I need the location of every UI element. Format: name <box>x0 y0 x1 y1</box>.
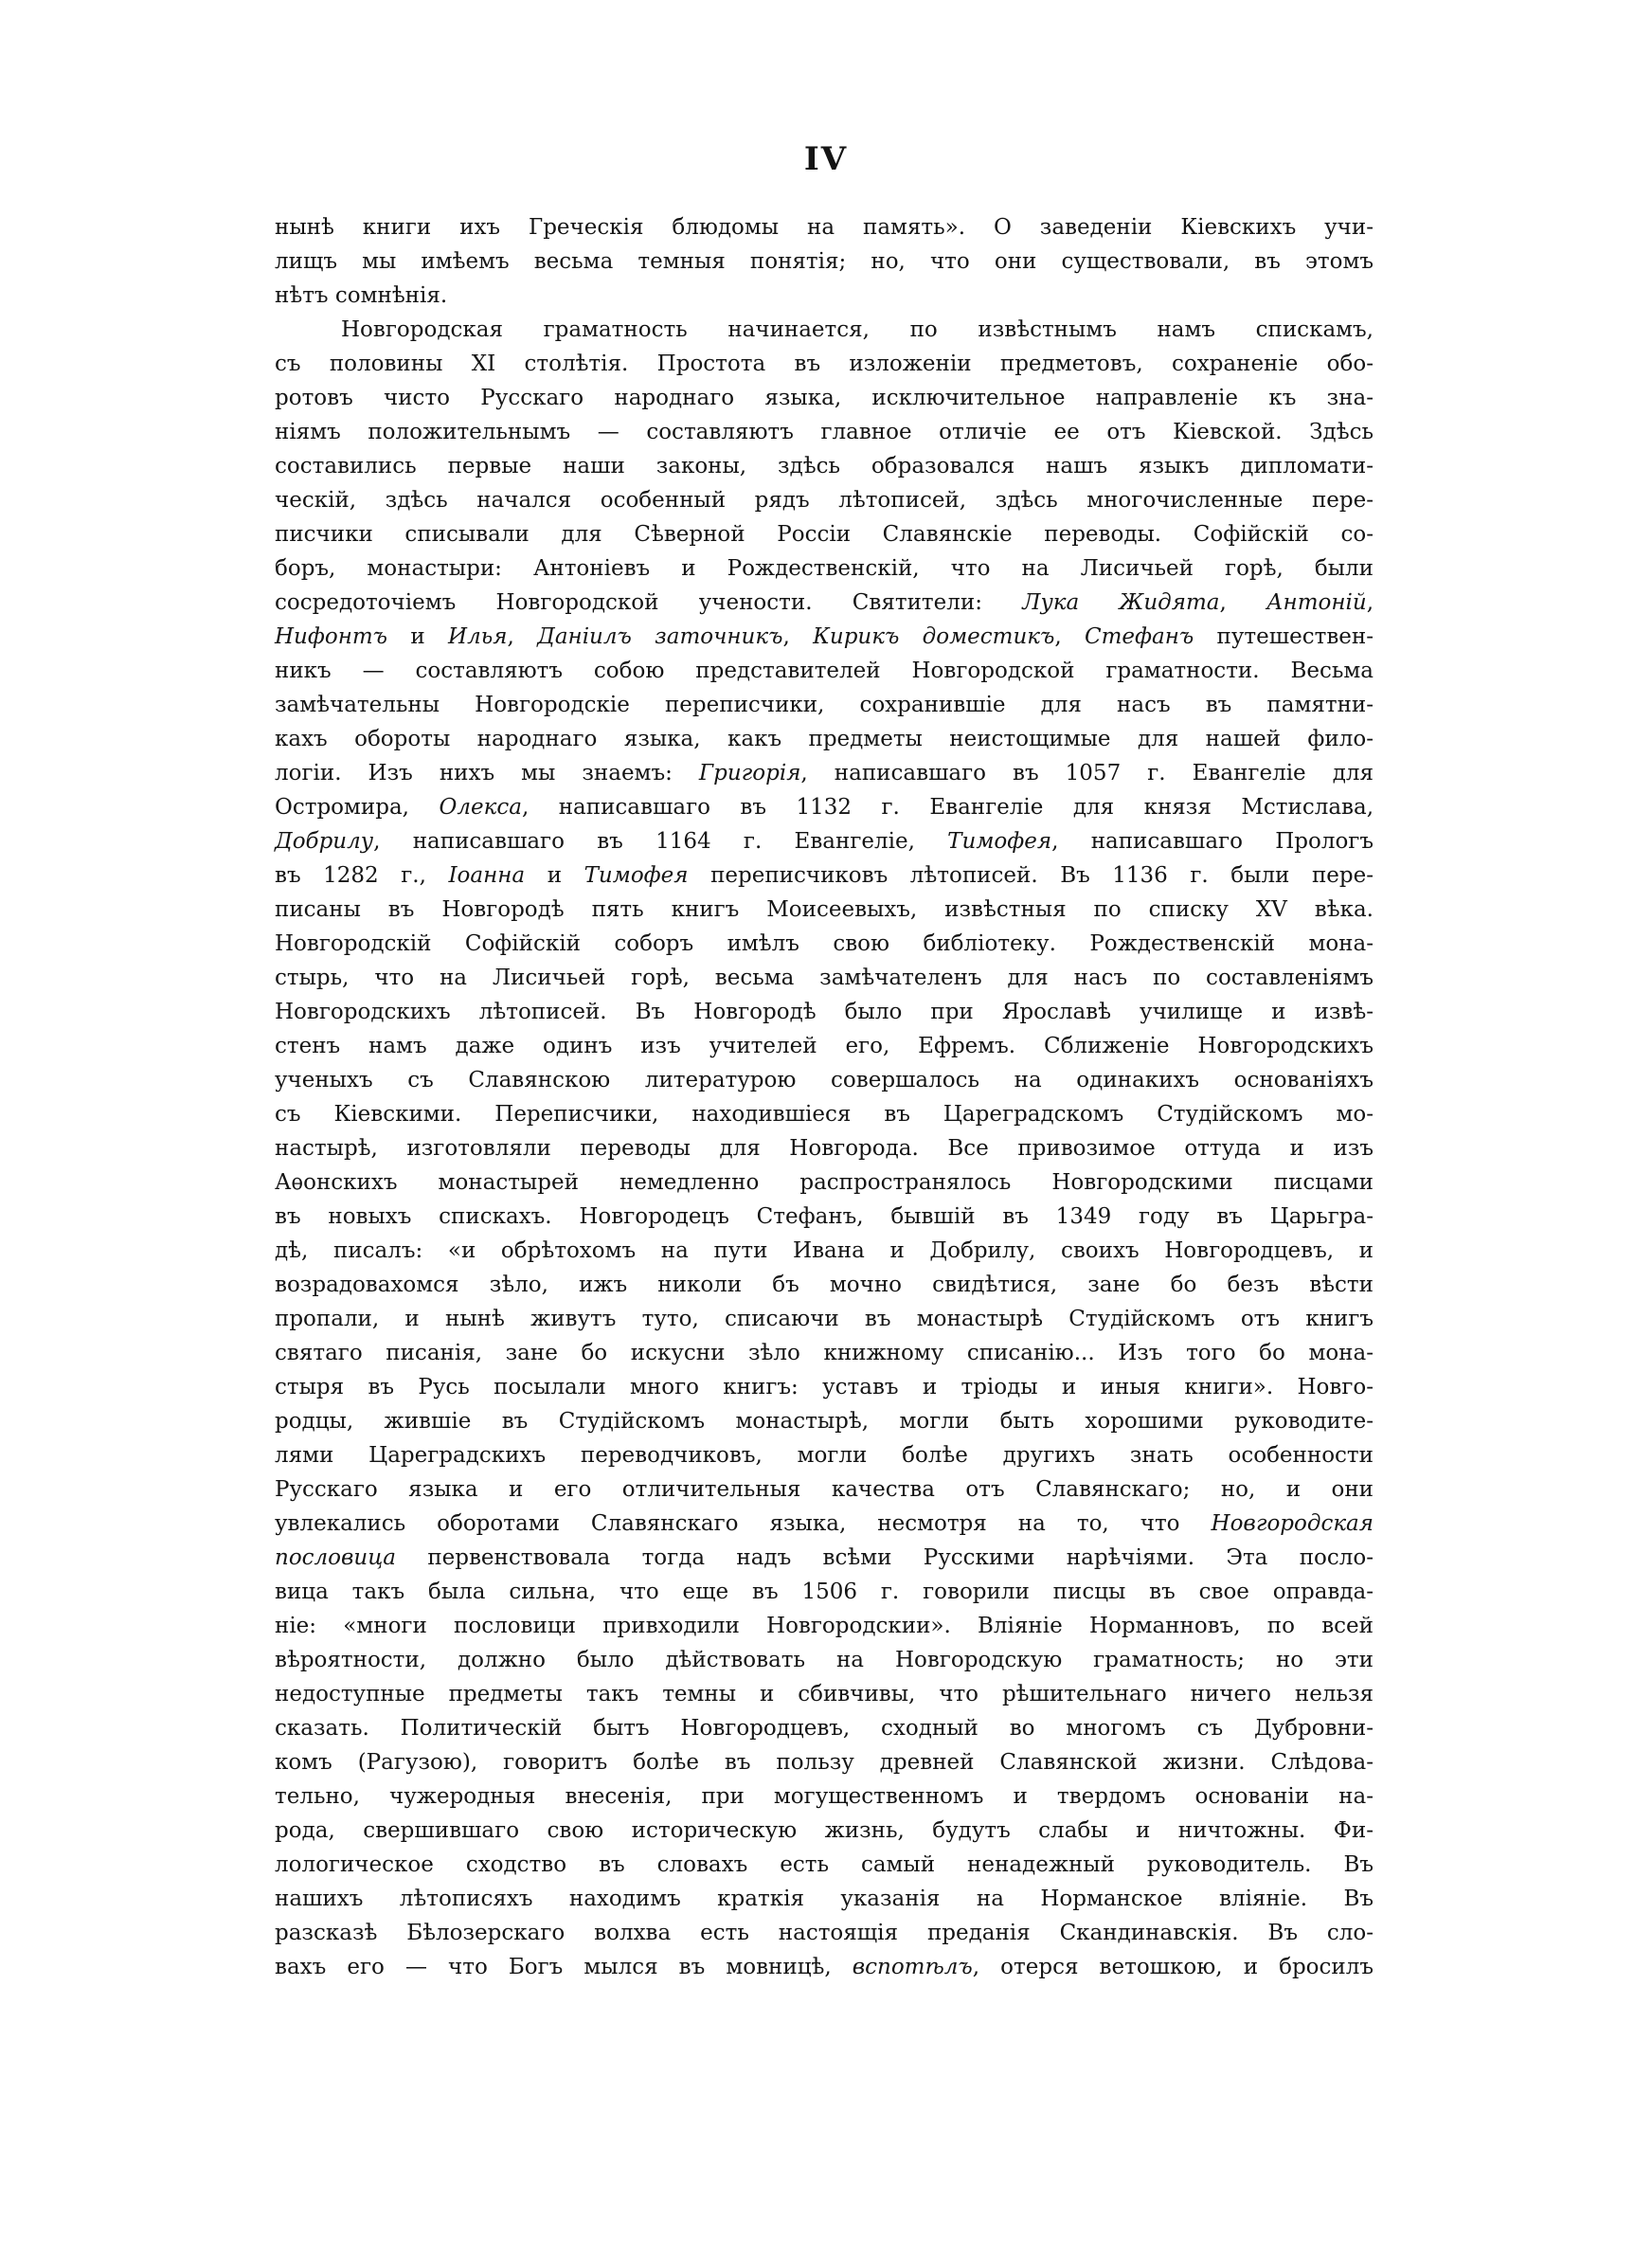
text-line <box>275 858 1374 893</box>
italic-text: Лука Жидята <box>1022 590 1220 615</box>
text-line <box>275 483 1374 517</box>
text-segment: Русскаго языка и его отличительныя качества отъ Славянскаго; но, и они <box>275 1477 1374 1502</box>
text-segment: , <box>507 624 538 649</box>
text-segment: составились первые наши законы, здѣсь образовался нашъ языкъ дипломати- <box>275 454 1374 478</box>
text-segment: , отерся ветошкою, и бросилъ <box>972 1955 1374 1979</box>
text-segment: въ 1282 г., <box>275 863 449 888</box>
text-line <box>275 586 1374 620</box>
text-line <box>275 893 1374 927</box>
text-segment: лологическое сходство въ словахъ есть самый ненадежный руководитель. Въ <box>275 1852 1374 1877</box>
text-segment: тельно, чужеродныя внесенія, при могущественномъ и твердомъ основаніи на- <box>275 1784 1374 1809</box>
text-segment: увлекались оборотами Славянскаго языка, несмотря на то, что <box>275 1511 1212 1536</box>
italic-text: Олекса <box>439 795 522 820</box>
text-line <box>275 1541 1374 1575</box>
text-segment: Новгородскихъ лѣтописей. Въ Новгородѣ было при Ярославѣ училище и извѣ- <box>275 1000 1374 1024</box>
text-line <box>275 210 1374 244</box>
text-segment: сосредоточіемъ Новгородской учености. Святители: <box>275 590 1023 615</box>
text-line <box>275 1507 1374 1541</box>
text-line <box>275 1848 1374 1882</box>
text-line <box>275 1472 1374 1507</box>
text-line <box>275 279 1374 313</box>
text-segment: первенствовала тогда надъ всѣми Русскими нарѣчіями. Эта посло- <box>396 1545 1374 1570</box>
text-segment: въ новыхъ спискахъ. Новгородецъ Стефанъ, бывшій въ 1349 году въ Царьгра- <box>275 1204 1374 1229</box>
text-segment: сказать. Политическій бытъ Новгородцевъ, сходный во многомъ съ Дубровни- <box>275 1716 1374 1741</box>
text-line <box>275 1711 1374 1745</box>
text-line <box>275 1882 1374 1916</box>
text-segment: , написавшаго въ 1164 г. Евангеліе, <box>373 829 948 854</box>
text-segment: боръ, монастыри: Антоніевъ и Рождественскій, что на Лисичьей горѣ, были <box>275 556 1374 581</box>
text-line <box>275 995 1374 1029</box>
text-segment: , написавшаго въ 1057 г. Евангеліе для <box>800 761 1374 785</box>
text-segment: недоступные предметы такъ темны и сбивчивы, что рѣшительнаго ничего нельзя <box>275 1682 1374 1706</box>
text-line <box>275 961 1374 995</box>
text-segment: лищъ мы имѣемъ весьма темныя понятія; но, что они существовали, въ этомъ <box>275 249 1374 274</box>
text-segment: Новгородскій Софійскій соборъ имѣлъ свою библіотеку. Рождественскій мона- <box>275 931 1374 956</box>
text-segment: Остромира, <box>275 795 440 820</box>
text-segment: вахъ его — что Богъ мылся въ мовницѣ, <box>275 1955 853 1979</box>
text-segment: Новгородская граматность начинается, по извѣстнымъ намъ спискамъ, <box>341 317 1374 342</box>
italic-text: Даніилъ заточникъ <box>537 624 783 649</box>
text-segment: ніе: «многи пословици привходили Новгородскии». Вліяніе Норманновъ, по всей <box>275 1614 1374 1638</box>
text-segment: стенъ намъ даже одинъ изъ учителей его, Ефремъ. Сближеніе Новгородскихъ <box>275 1034 1374 1058</box>
text-segment: разсказѣ Бѣлозерскаго волхва есть настоящія преданія Скандинавскія. Въ сло- <box>275 1921 1374 1945</box>
text-segment: возрадовахомся зѣло, ижъ николи бъ мочно свидѣтися, зане бо безъ вѣсти <box>275 1273 1374 1297</box>
text-line <box>275 1029 1374 1063</box>
italic-text: вспотѣлъ <box>852 1955 973 1979</box>
text-segment: нынѣ книги ихъ Греческія блюдомы на память». О заведеніи Кіевскихъ учи- <box>275 215 1374 240</box>
italic-text: Стефанъ <box>1084 624 1194 649</box>
text-line <box>275 1677 1374 1711</box>
italic-text: Илья <box>448 624 508 649</box>
text-segment: нашихъ лѣтописяхъ находимъ краткія указанія на Норманское вліяніе. Въ <box>275 1887 1374 1911</box>
text-line <box>275 1302 1374 1336</box>
text-line <box>275 1404 1374 1438</box>
text-line <box>275 824 1374 858</box>
text-line <box>275 1370 1374 1404</box>
text-segment: , <box>1219 590 1267 615</box>
text-line <box>275 1950 1374 1984</box>
text-segment: вѣроятности, должно было дѣйствовать на Новгородскую граматность; но эти <box>275 1648 1374 1672</box>
text-line <box>275 1438 1374 1472</box>
text-segment: замѣчательны Новгородскіе переписчики, сохранившіе для насъ въ памятни- <box>275 693 1374 717</box>
text-segment: стыря въ Русь посылали много книгъ: уставъ и тріоды и иныя книги». Новго- <box>275 1375 1374 1399</box>
italic-text: Тимофея <box>947 829 1052 854</box>
text-segment: рода, свершившаго свою историческую жизнь, будутъ слабы и ничтожны. Фи- <box>275 1818 1374 1843</box>
text-line <box>275 244 1374 279</box>
text-line <box>275 313 1374 347</box>
body-text <box>275 210 1374 1984</box>
text-line <box>275 1234 1374 1268</box>
text-segment: дѣ, писалъ: «и обрѣтохомъ на пути Ивана и Добрилу, своихъ Новгородцевъ, и <box>275 1238 1374 1263</box>
text-segment: , <box>1366 590 1374 615</box>
text-segment: родцы, жившіе въ Студійскомъ монастырѣ, могли быть хорошими руководите- <box>275 1409 1374 1434</box>
text-segment: комъ (Рагузою), говоритъ болѣе въ пользу древней Славянской жизни. Слѣдова- <box>275 1750 1374 1775</box>
text-line <box>275 654 1374 688</box>
text-line <box>275 1814 1374 1848</box>
text-segment: ческій, здѣсь начался особенный рядъ лѣтописей, здѣсь многочисленные пере- <box>275 488 1374 513</box>
text-line <box>275 1745 1374 1779</box>
text-line <box>275 1131 1374 1165</box>
text-line <box>275 1779 1374 1814</box>
italic-text: Іоанна <box>448 863 526 888</box>
text-line <box>275 1609 1374 1643</box>
text-segment: стырь, что на Лисичьей горѣ, весьма замѣчателенъ для насъ по составленіямъ <box>275 966 1374 990</box>
text-line <box>275 1916 1374 1950</box>
text-segment: святаго писанія, зане бо искусни зѣло книжному списанію... Изъ того бо мона- <box>275 1341 1374 1365</box>
text-segment: настырѣ, изготовляли переводы для Новгорода. Все привозимое оттуда и изъ <box>275 1136 1374 1161</box>
italic-text: Добрилу <box>275 829 374 854</box>
text-segment: кахъ обороты народнаго языка, какъ предметы неистощимые для нашей фило- <box>275 727 1374 751</box>
text-segment: , <box>1054 624 1085 649</box>
text-segment: логіи. Изъ нихъ мы знаемъ: <box>275 761 699 785</box>
text-line <box>275 347 1374 381</box>
text-segment: Аѳонскихъ монастырей немедленно распространялось Новгородскими писцами <box>275 1170 1374 1195</box>
text-line <box>275 756 1374 790</box>
text-line <box>275 1268 1374 1302</box>
text-line <box>275 1165 1374 1200</box>
text-segment: , написавшаго Прологъ <box>1051 829 1374 854</box>
text-line <box>275 688 1374 722</box>
text-line <box>275 1097 1374 1131</box>
text-line <box>275 1336 1374 1370</box>
text-segment: пропали, и нынѣ живутъ туто, списаючи въ монастырѣ Студійскомъ отъ книгъ <box>275 1307 1374 1331</box>
text-line <box>275 1063 1374 1097</box>
italic-text: Новгородская <box>1211 1511 1374 1536</box>
text-segment: ротовъ чисто Русскаго народнаго языка, исключительное направленіе къ зна- <box>275 386 1374 410</box>
text-segment: , написавшаго въ 1132 г. Евангеліе для князя Мстислава, <box>521 795 1374 820</box>
text-segment: писчики списывали для Сѣверной Россіи Славянскіе переводы. Софійскій со- <box>275 522 1374 547</box>
text-line <box>275 790 1374 824</box>
text-segment: , <box>782 624 814 649</box>
text-segment: съ Кіевскими. Переписчики, находившіеся въ Цареградскомъ Студійскомъ мо- <box>275 1102 1374 1127</box>
text-line <box>275 517 1374 551</box>
text-line <box>275 722 1374 756</box>
italic-text: Григорія <box>698 761 801 785</box>
text-line <box>275 1643 1374 1677</box>
text-segment: нѣтъ сомнѣнія. <box>275 283 448 308</box>
text-line <box>275 927 1374 961</box>
text-segment: переписчиковъ лѣтописей. Въ 1136 г. были пере- <box>688 863 1374 888</box>
text-segment: лями Цареградскихъ переводчиковъ, могли болѣе другихъ знать особенности <box>275 1443 1374 1468</box>
text-segment: ніямъ положительнымъ — составляютъ главное отличіе ее отъ Кіевской. Здѣсь <box>275 420 1374 444</box>
page-number: IV <box>803 140 849 178</box>
italic-text: пословица <box>275 1545 396 1570</box>
italic-text: Тимофея <box>584 863 689 888</box>
text-segment: писаны въ Новгородѣ пять книгъ Моисеевыхъ, извѣстныя по списку XV вѣка. <box>275 897 1374 922</box>
text-segment: вица такъ была сильна, что еще въ 1506 г. говорили писцы въ свое оправда- <box>275 1580 1374 1604</box>
italic-text: Кирикъ доместикъ <box>813 624 1055 649</box>
text-segment: съ половины XI столѣтія. Простота въ изложеніи предметовъ, сохраненіе обо- <box>275 352 1374 376</box>
text-line <box>275 1200 1374 1234</box>
text-segment: и <box>387 624 449 649</box>
italic-text: Нифонтъ <box>275 624 388 649</box>
text-line <box>275 415 1374 449</box>
text-line <box>275 449 1374 483</box>
text-line <box>275 1575 1374 1609</box>
text-line <box>275 620 1374 654</box>
text-segment: и <box>525 863 584 888</box>
text-segment: ученыхъ съ Славянскою литературою совершалось на одинакихъ основаніяхъ <box>275 1068 1374 1092</box>
text-line <box>275 551 1374 586</box>
text-line <box>275 381 1374 415</box>
text-segment: путешествен- <box>1194 624 1374 649</box>
italic-text: Антоній <box>1266 590 1367 615</box>
text-segment: никъ — составляютъ собою представителей Новгородской граматности. Весьма <box>275 659 1374 683</box>
